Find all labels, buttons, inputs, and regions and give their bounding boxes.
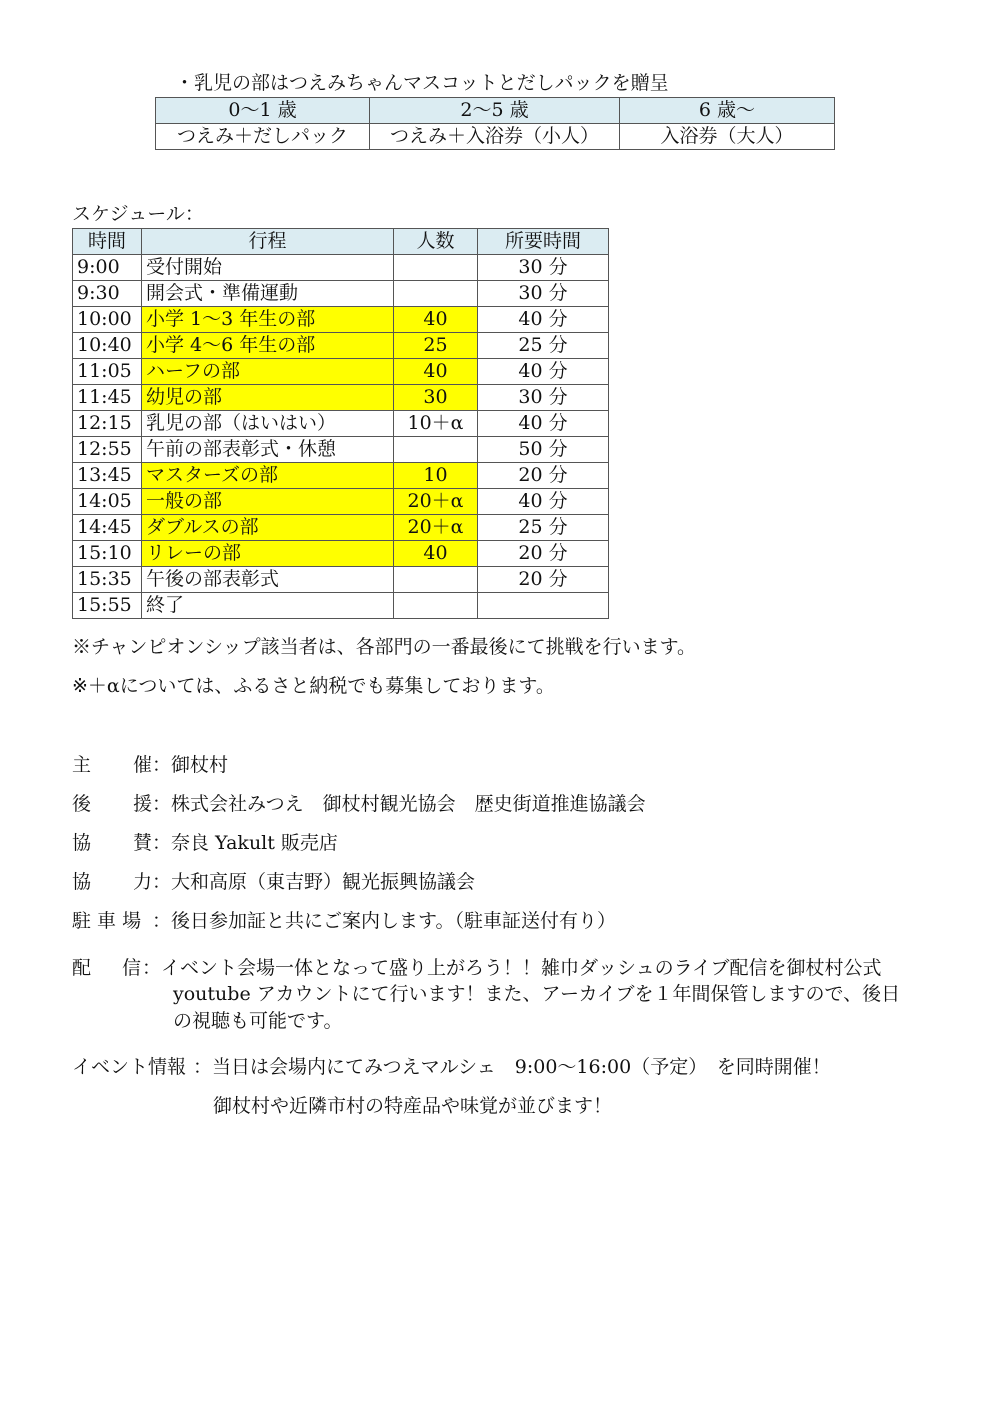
info-event-label: イベント情報: [72, 1056, 187, 1078]
schedule-cell-event: ハーフの部: [142, 359, 394, 385]
schedule-cell-duration: 30 分: [478, 281, 609, 307]
schedule-label: スケジュール：: [72, 203, 204, 225]
schedule-cell-event: 小学 4〜6 年生の部: [142, 333, 394, 359]
schedule-cell-event: 受付開始: [142, 255, 394, 281]
gift-note: ・乳児の部はつえみちゃんマスコットとだしパックを贈呈: [175, 72, 669, 94]
info-cooperation-label-a: 協: [72, 871, 92, 893]
schedule-cell-count: 10: [394, 463, 478, 489]
schedule-header-row: [73, 229, 609, 255]
schedule-cell-time: 9:30: [73, 281, 142, 307]
schedule-cell-duration: 30 分: [478, 385, 609, 411]
schedule-row: [73, 255, 609, 281]
schedule-header-count: 人数: [394, 229, 478, 255]
schedule-cell-time: 15:55: [73, 593, 142, 619]
schedule-cell-count: [394, 567, 478, 593]
info-support-label-a: 後: [72, 793, 92, 815]
schedule-cell-time: 14:05: [73, 489, 142, 515]
schedule-cell-count: 40: [394, 307, 478, 333]
note-championship: ※チャンピオンシップ該当者は、各部門の一番最後にて挑戦を行います。: [72, 636, 697, 658]
gift-header-age-2-5: 2〜5 歳: [370, 98, 620, 124]
schedule-cell-time: 9:00: [73, 255, 142, 281]
info-support-label-b: 援: [133, 793, 153, 815]
schedule-row: [73, 567, 609, 593]
schedule-cell-duration: 20 分: [478, 541, 609, 567]
schedule-cell-time: 12:55: [73, 437, 142, 463]
schedule-cell-event: 乳児の部（はいはい）: [142, 411, 394, 437]
schedule-cell-count: [394, 593, 478, 619]
info-sponsor-label-b: 賛: [133, 832, 153, 854]
gift-value-age-2-5: つえみ＋入浴券（小人）: [370, 124, 620, 150]
info-parking-label: 駐 車 場: [72, 910, 142, 932]
schedule-cell-duration: 40 分: [478, 359, 609, 385]
info-cooperation-label-b: 力: [133, 871, 153, 893]
schedule-cell-count: [394, 281, 478, 307]
schedule-row: [73, 463, 609, 489]
gift-table-header: [156, 98, 835, 124]
gift-table: [155, 97, 835, 150]
schedule-cell-time: 11:45: [73, 385, 142, 411]
schedule-cell-time: 10:00: [73, 307, 142, 333]
schedule-row: [73, 489, 609, 515]
schedule-cell-event: マスターズの部: [142, 463, 394, 489]
schedule-cell-event: 一般の部: [142, 489, 394, 515]
info-cooperation-value: ：大和高原（東吉野）観光振興協議会: [152, 871, 476, 893]
gift-header-age-6: 6 歳〜: [620, 98, 835, 124]
schedule-row: [73, 593, 609, 619]
schedule-header-time: 時間: [73, 229, 142, 255]
schedule-cell-duration: 25 分: [478, 515, 609, 541]
schedule-cell-event: 幼児の部: [142, 385, 394, 411]
schedule-cell-event: リレーの部: [142, 541, 394, 567]
schedule-cell-time: 15:10: [73, 541, 142, 567]
schedule-cell-time: 13:45: [73, 463, 142, 489]
schedule-cell-count: 10＋α: [394, 411, 478, 437]
schedule-cell-count: [394, 255, 478, 281]
schedule-row: [73, 515, 609, 541]
info-host-value: ：御杖村: [152, 754, 229, 776]
schedule-cell-count: [394, 437, 478, 463]
schedule-cell-count: 20＋α: [394, 515, 478, 541]
schedule-row: [73, 385, 609, 411]
info-stream-line1: ：イベント会場一体となって盛り上がろう！！雑巾ダッシュのライブ配信を御杖村公式: [142, 957, 882, 979]
schedule-cell-event: 終了: [142, 593, 394, 619]
schedule-cell-duration: 50 分: [478, 437, 609, 463]
gift-header-age-0-1: 0〜1 歳: [156, 98, 370, 124]
schedule-cell-time: 12:15: [73, 411, 142, 437]
schedule-cell-count: 20＋α: [394, 489, 478, 515]
schedule-cell-time: 10:40: [73, 333, 142, 359]
schedule-table: [72, 228, 609, 619]
schedule-cell-event: ダブルスの部: [142, 515, 394, 541]
schedule-cell-duration: 25 分: [478, 333, 609, 359]
schedule-row: [73, 437, 609, 463]
schedule-cell-count: 25: [394, 333, 478, 359]
gift-table-row: [156, 124, 835, 150]
schedule-cell-time: 14:45: [73, 515, 142, 541]
gift-value-age-6: 入浴券（大人）: [620, 124, 835, 150]
schedule-cell-duration: [478, 593, 609, 619]
schedule-header-event: 行程: [142, 229, 394, 255]
schedule-cell-time: 11:05: [73, 359, 142, 385]
gift-value-age-0-1: つえみ＋だしパック: [156, 124, 370, 150]
schedule-cell-event: 小学 1〜3 年生の部: [142, 307, 394, 333]
schedule-row: [73, 307, 609, 333]
schedule-cell-duration: 40 分: [478, 411, 609, 437]
schedule-cell-count: 40: [394, 359, 478, 385]
info-event-line1: ：当日は会場内にてみつえマルシェ 9:00〜16:00（予定） を同時開催！: [193, 1056, 831, 1078]
schedule-cell-event: 午前の部表彰式・休憩: [142, 437, 394, 463]
info-sponsor-value: ：奈良 Yakult 販売店: [152, 832, 338, 854]
schedule-cell-event: 開会式・準備運動: [142, 281, 394, 307]
info-host-label-b: 催: [133, 754, 153, 776]
info-stream-label-a: 配: [72, 957, 92, 979]
info-support-value: ：株式会社みつえ 御杖村観光協会 歴史街道推進協議会: [152, 793, 646, 815]
info-stream-label-b: 信: [122, 957, 142, 979]
info-parking-value: ：後日参加証と共にご案内します。（駐車証送付有り）: [152, 910, 616, 932]
schedule-row: [73, 281, 609, 307]
schedule-cell-duration: 40 分: [478, 307, 609, 333]
schedule-cell-count: 40: [394, 541, 478, 567]
info-stream-line3: の視聴も可能です。: [173, 1010, 343, 1032]
schedule-cell-event: 午後の部表彰式: [142, 567, 394, 593]
schedule-cell-duration: 20 分: [478, 567, 609, 593]
schedule-cell-time: 15:35: [73, 567, 142, 593]
schedule-cell-duration: 40 分: [478, 489, 609, 515]
schedule-row: [73, 411, 609, 437]
schedule-row: [73, 541, 609, 567]
note-furusato-nozei: ※＋αについては、ふるさと納税でも募集しております。: [72, 675, 555, 697]
info-stream-line2: youtube アカウントにて行います！また、アーカイブを１年間保管しますので、後日: [173, 983, 901, 1005]
info-host-label-a: 主: [72, 754, 92, 776]
schedule-header-duration: 所要時間: [478, 229, 609, 255]
schedule-row: [73, 333, 609, 359]
schedule-cell-count: 30: [394, 385, 478, 411]
info-sponsor-label-a: 協: [72, 832, 92, 854]
schedule-row: [73, 359, 609, 385]
schedule-cell-duration: 20 分: [478, 463, 609, 489]
info-event-line2: 御杖村や近隣市村の特産品や味覚が並びます！: [213, 1095, 613, 1117]
schedule-cell-duration: 30 分: [478, 255, 609, 281]
